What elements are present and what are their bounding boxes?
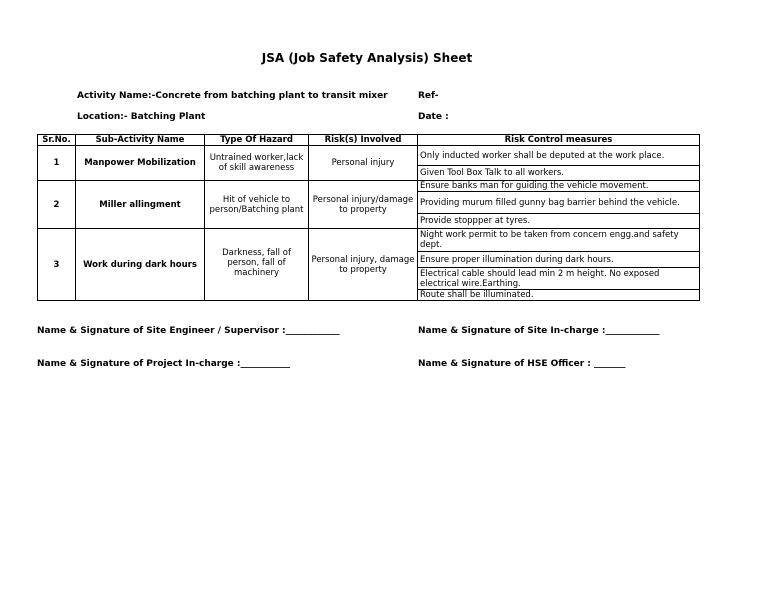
header-sub-activity: Sub-Activity Name xyxy=(76,135,205,146)
header-control: Risk Control measures xyxy=(418,135,700,146)
site-engineer-signature: Name & Signature of Site Engineer / Supervisor :____________ xyxy=(37,326,340,336)
cell-srno: 2 xyxy=(38,181,76,229)
header-hazard: Type Of Hazard xyxy=(205,135,309,146)
cell-control: Route shall be illuminated. xyxy=(418,290,700,301)
cell-control: Ensure proper illumination during dark hours. xyxy=(418,252,700,268)
cell-hazard: Hit of vehicle to person/Batching plant xyxy=(205,181,309,229)
cell-control: Providing murum filled gunny bag barrier behind the vehicle. xyxy=(418,192,700,214)
hse-officer-signature: Name & Signature of HSE Officer : _______ xyxy=(418,359,626,369)
cell-sub-activity: Miller allingment xyxy=(76,181,205,229)
cell-control: Provide stoppper at tyres. xyxy=(418,214,700,229)
cell-risk: Personal injury xyxy=(309,146,418,181)
cell-risk: Personal injury/damage to property xyxy=(309,181,418,229)
location-label: Location:- Batching Plant xyxy=(77,112,206,122)
cell-hazard: Untrained worker,lack of skill awareness xyxy=(205,146,309,181)
page-title: JSA (Job Safety Analysis) Sheet xyxy=(261,51,473,65)
cell-control: Given Tool Box Talk to all workers. xyxy=(418,166,700,181)
jsa-table xyxy=(37,134,700,301)
table-row xyxy=(38,146,700,166)
cell-sub-activity: Work during dark hours xyxy=(76,229,205,301)
cell-srno: 3 xyxy=(38,229,76,301)
date-label: Date : xyxy=(418,112,449,122)
cell-srno: 1 xyxy=(38,146,76,181)
site-incharge-signature: Name & Signature of Site In-charge :____________ xyxy=(418,326,660,336)
activity-name: Activity Name:-Concrete from batching plant to transit mixer xyxy=(77,91,388,101)
cell-sub-activity: Manpower Mobilization xyxy=(76,146,205,181)
cell-control: Electrical cable should lead min 2 m height. No exposed electrical wire.Earthing. xyxy=(418,268,700,290)
cell-risk: Personal injury, damage to property xyxy=(309,229,418,301)
cell-hazard: Darkness, fall of person, fall of machinery xyxy=(205,229,309,301)
header-srno: Sr.No. xyxy=(38,135,76,146)
table-header-row xyxy=(38,135,700,146)
project-incharge-signature: Name & Signature of Project In-charge :___________ xyxy=(37,359,291,369)
cell-control: Only inducted worker shall be deputed at the work place. xyxy=(418,146,700,166)
table-row xyxy=(38,181,700,192)
cell-control: Night work permit to be taken from concern engg.and safety dept. xyxy=(418,229,700,252)
header-risk: Risk(s) Involved xyxy=(309,135,418,146)
table-row xyxy=(38,229,700,252)
ref-label: Ref- xyxy=(418,91,439,101)
cell-control: Ensure banks man for guiding the vehicle movement. xyxy=(418,181,700,192)
